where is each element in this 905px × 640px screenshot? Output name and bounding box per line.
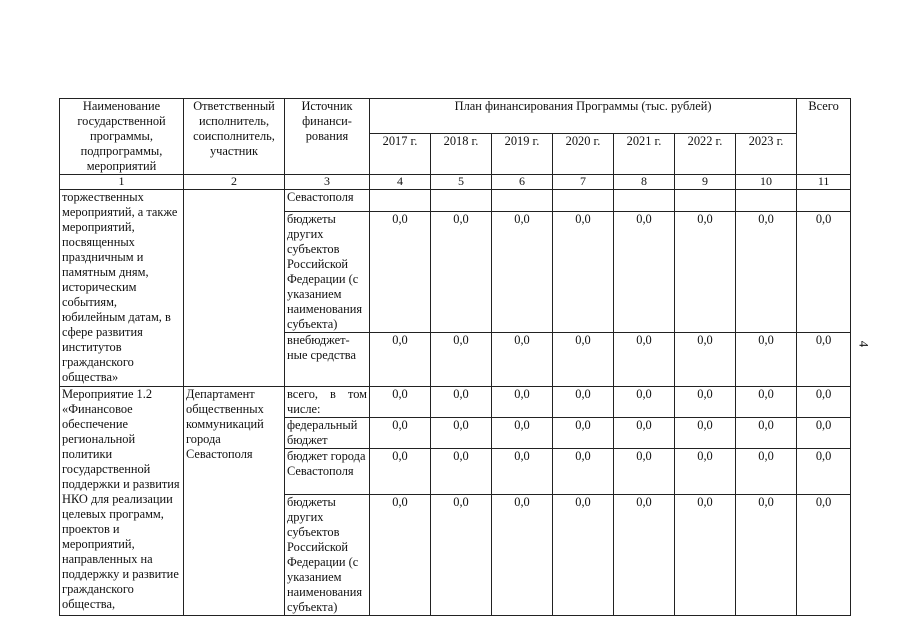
value-cell: 0,0 — [614, 212, 675, 333]
value-cell — [370, 190, 431, 212]
table-row — [60, 190, 851, 212]
header-total: Всего — [797, 99, 851, 175]
value-cell: 0,0 — [736, 495, 797, 616]
funding-source: внебюджет-ные средства — [285, 333, 370, 387]
header-year: 2019 г. — [492, 133, 553, 174]
activity-name: торжественных мероприятий, а также мероприятий, посвященных праздничным и памятным дням, историческим событиям, юбилейным датам, в сфере развития институтов гражданского общества» — [60, 190, 184, 387]
value-cell: 0,0 — [553, 495, 614, 616]
value-cell: 0,0 — [614, 449, 675, 495]
value-cell — [614, 190, 675, 212]
value-cell: 0,0 — [370, 418, 431, 449]
financing-table — [59, 98, 851, 616]
header-year: 2017 г. — [370, 133, 431, 174]
value-cell: 0,0 — [675, 418, 736, 449]
value-cell: 0,0 — [675, 387, 736, 418]
header-plan: План финансирования Программы (тыс. рублей) — [370, 99, 797, 134]
value-cell: 0,0 — [736, 418, 797, 449]
value-cell: 0,0 — [675, 212, 736, 333]
column-number: 8 — [614, 175, 675, 190]
value-cell: 0,0 — [492, 418, 553, 449]
value-cell — [492, 190, 553, 212]
value-cell: 0,0 — [431, 449, 492, 495]
value-cell: 0,0 — [431, 212, 492, 333]
page-number: 4 — [856, 340, 872, 348]
value-cell: 0,0 — [797, 449, 851, 495]
value-cell: 0,0 — [614, 333, 675, 387]
value-cell: 0,0 — [797, 333, 851, 387]
column-number: 10 — [736, 175, 797, 190]
funding-source: бюджеты других субъектов Российской Федерации (с указанием наименования субъекта) — [285, 495, 370, 616]
column-number: 6 — [492, 175, 553, 190]
value-cell: 0,0 — [431, 418, 492, 449]
value-cell: 0,0 — [492, 387, 553, 418]
table-row — [60, 387, 851, 418]
column-number: 3 — [285, 175, 370, 190]
value-cell: 0,0 — [492, 495, 553, 616]
value-cell: 0,0 — [614, 387, 675, 418]
value-cell: 0,0 — [492, 212, 553, 333]
value-cell: 0,0 — [370, 387, 431, 418]
value-cell: 0,0 — [736, 212, 797, 333]
value-cell: 0,0 — [370, 333, 431, 387]
value-cell — [736, 190, 797, 212]
executor-cell: Департамент общественных коммуникаций города Севастополя — [184, 387, 285, 616]
header-year: 2023 г. — [736, 133, 797, 174]
column-number: 7 — [553, 175, 614, 190]
value-cell: 0,0 — [797, 495, 851, 616]
value-cell — [553, 190, 614, 212]
header-year: 2022 г. — [675, 133, 736, 174]
header-name: Наименование государственной программы, подпрограммы, мероприятий — [60, 99, 184, 175]
header-source: Источник финанси-рования — [285, 99, 370, 175]
header-year: 2020 г. — [553, 133, 614, 174]
value-cell: 0,0 — [675, 333, 736, 387]
column-number: 4 — [370, 175, 431, 190]
funding-source: всего, в том числе: — [285, 387, 370, 418]
column-number: 9 — [675, 175, 736, 190]
value-cell: 0,0 — [431, 333, 492, 387]
value-cell: 0,0 — [431, 387, 492, 418]
value-cell: 0,0 — [370, 495, 431, 616]
value-cell: 0,0 — [492, 449, 553, 495]
header-year: 2021 г. — [614, 133, 675, 174]
column-number: 1 — [60, 175, 184, 190]
value-cell: 0,0 — [492, 333, 553, 387]
value-cell: 0,0 — [797, 387, 851, 418]
value-cell: 0,0 — [553, 212, 614, 333]
header-row — [60, 99, 851, 134]
value-cell: 0,0 — [736, 333, 797, 387]
activity-name: Мероприятие 1.2 «Финансовое обеспечение региональной политики государственной поддержки и развития НКО для реализации целевых программ, проектов и мероприятий, направленных на поддержку и развитие гражданского общества, — [60, 387, 184, 616]
value-cell: 0,0 — [553, 333, 614, 387]
header-year: 2018 г. — [431, 133, 492, 174]
value-cell: 0,0 — [553, 387, 614, 418]
header-executor: Ответственный исполнитель, соисполнитель, участник — [184, 99, 285, 175]
value-cell: 0,0 — [370, 449, 431, 495]
value-cell: 0,0 — [614, 495, 675, 616]
value-cell: 0,0 — [675, 495, 736, 616]
funding-source: Севастополя — [285, 190, 370, 212]
column-number: 5 — [431, 175, 492, 190]
funding-source: бюджет города Севастополя — [285, 449, 370, 495]
value-cell: 0,0 — [431, 495, 492, 616]
column-numbers-row — [60, 175, 851, 190]
value-cell: 0,0 — [370, 212, 431, 333]
value-cell: 0,0 — [614, 418, 675, 449]
value-cell: 0,0 — [736, 387, 797, 418]
executor-cell — [184, 190, 285, 387]
value-cell: 0,0 — [797, 212, 851, 333]
value-cell — [675, 190, 736, 212]
funding-source: бюджеты других субъектов Российской Федерации (с указанием наименования субъекта) — [285, 212, 370, 333]
value-cell: 0,0 — [553, 418, 614, 449]
value-cell: 0,0 — [553, 449, 614, 495]
value-cell — [797, 190, 851, 212]
value-cell: 0,0 — [736, 449, 797, 495]
value-cell — [431, 190, 492, 212]
funding-source: федеральный бюджет — [285, 418, 370, 449]
column-number: 11 — [797, 175, 851, 190]
value-cell: 0,0 — [797, 418, 851, 449]
column-number: 2 — [184, 175, 285, 190]
value-cell: 0,0 — [675, 449, 736, 495]
